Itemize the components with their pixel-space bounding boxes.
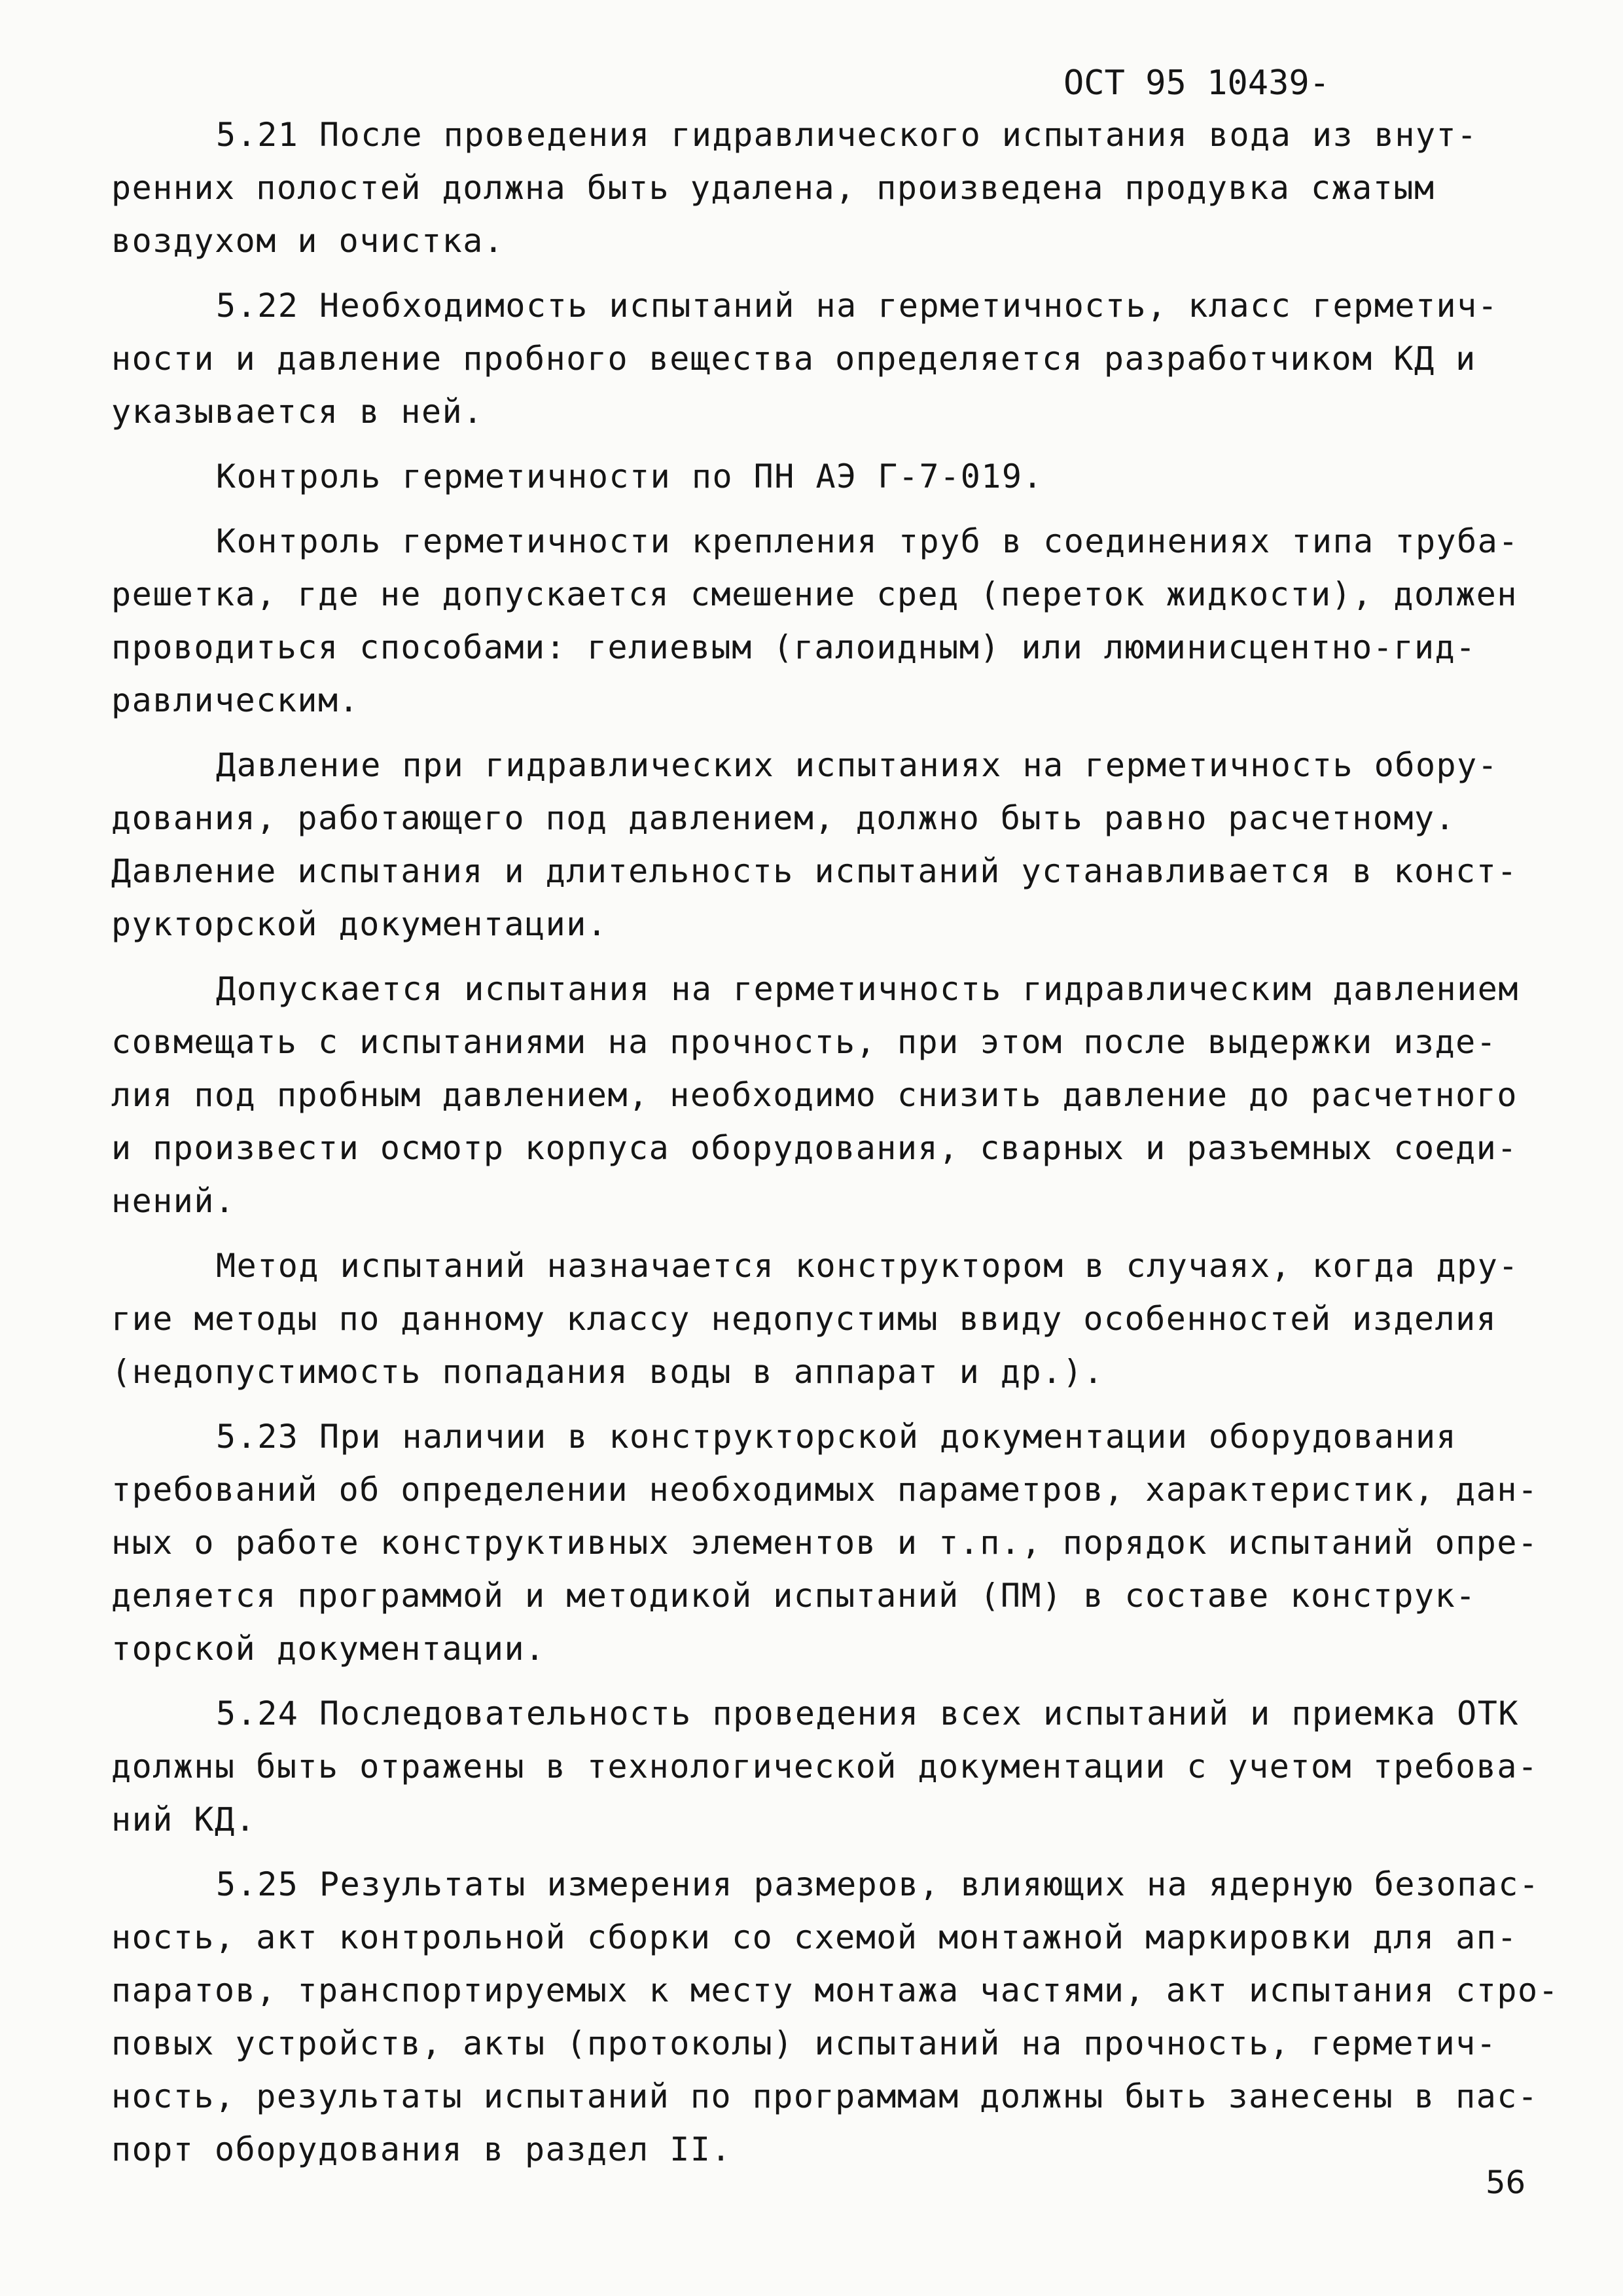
paragraph (111, 109, 1551, 268)
text-line: ренних полостей должна быть удалена, произведена продувка сжатым (111, 169, 1435, 207)
page-number: 56 (1486, 2164, 1526, 2201)
text-line: 5.24 Последовательность проведения всех испытаний и приемка ОТК (216, 1695, 1519, 1732)
text-line: ных о работе конструктивных элементов и т.п., порядок испытаний опре- (111, 1524, 1539, 1562)
text-line: Метод испытаний назначается конструктором в случаях, когда дру- (216, 1247, 1519, 1285)
text-line: торской документации. (111, 1630, 546, 1668)
text-line: воздухом и очистка. (111, 222, 505, 260)
text-line: проводиться способами: гелиевым (галоидным) или люминисцентно-гид- (111, 628, 1476, 666)
text-line: решетка, где не допускается смешение сред (переток жидкости), должен (111, 575, 1518, 613)
text-line: дования, работающего под давлением, должно быть равно расчетному. (111, 799, 1456, 837)
text-line: рукторской документации. (111, 905, 608, 943)
text-line: 5.22 Необходимость испытаний на герметичность, класс герметич- (216, 287, 1499, 325)
paragraph (111, 1858, 1560, 2176)
paragraph (111, 515, 1551, 727)
paragraph (111, 963, 1551, 1228)
text-line: требований об определении необходимых параметров, характеристик, дан- (111, 1471, 1539, 1509)
paragraph (111, 279, 1551, 439)
paragraph (111, 1240, 1551, 1399)
text-line: деляется программой и методикой испытаний (ПМ) в составе конструк- (111, 1577, 1476, 1615)
text-line: 5.25 Результаты измерения размеров, влияющих на ядерную безопас- (216, 1865, 1540, 1903)
text-line: указывается в ней. (111, 393, 484, 431)
text-line: Контроль герметичности по ПН АЭ Г-7-019. (216, 457, 1044, 495)
text-line: Допускается испытания на герметичность гидравлическим давлением (216, 970, 1519, 1008)
text-line: нений. (111, 1182, 236, 1220)
text-line: ности и давление пробного вещества определяется разработчиком КД и (111, 340, 1476, 378)
text-line: должны быть отражены в технологической документации с учетом требова- (111, 1748, 1539, 1785)
text-line: Контроль герметичности крепления труб в соединениях типа труба- (216, 522, 1519, 560)
text-line: ность, результаты испытаний по программам должны быть занесены в пас- (111, 2077, 1539, 2115)
text-line: гие методы по данному классу недопустимы ввиду особенностей изделия (111, 1300, 1497, 1338)
text-line: 5.21 После проведения гидравлического испытания вода из внут- (216, 116, 1478, 154)
paragraph (111, 1410, 1551, 1676)
text-line: ность, акт контрольной сборки со схемой монтажной маркировки для ап- (111, 1918, 1518, 1956)
text-line: повых устройств, акты (протоколы) испытаний на прочность, герметич- (111, 2024, 1497, 2062)
body-text (111, 109, 1560, 2188)
paragraph (111, 450, 1551, 503)
text-line: совмещать с испытаниями на прочность, при этом после выдержки изде- (111, 1023, 1497, 1061)
text-line: паратов, транспортируемых к месту монтажа частями, акт испытания стро- (111, 1971, 1560, 2009)
text-line: 5.23 При наличии в конструкторской документации оборудования (216, 1418, 1457, 1456)
text-line: и произвести осмотр корпуса оборудования, сварных и разъемных соеди- (111, 1129, 1518, 1167)
text-line: Давление испытания и длительность испытаний устанавливается в конст- (111, 852, 1518, 890)
paragraph (111, 739, 1551, 951)
paragraph (111, 1687, 1551, 1846)
text-line: равлическим. (111, 681, 360, 719)
text-line: (недопустимость попадания воды в аппарат и др.). (111, 1353, 1104, 1391)
text-line: порт оборудования в раздел II. (111, 2130, 732, 2168)
text-line: ний КД. (111, 1801, 257, 1839)
text-line: лия под пробным давлением, необходимо снизить давление до расчетного (111, 1076, 1518, 1114)
document-code: ОСТ 95 10439- (1063, 63, 1330, 103)
text-line: Давление при гидравлических испытаниях на герметичность обору- (216, 746, 1499, 784)
